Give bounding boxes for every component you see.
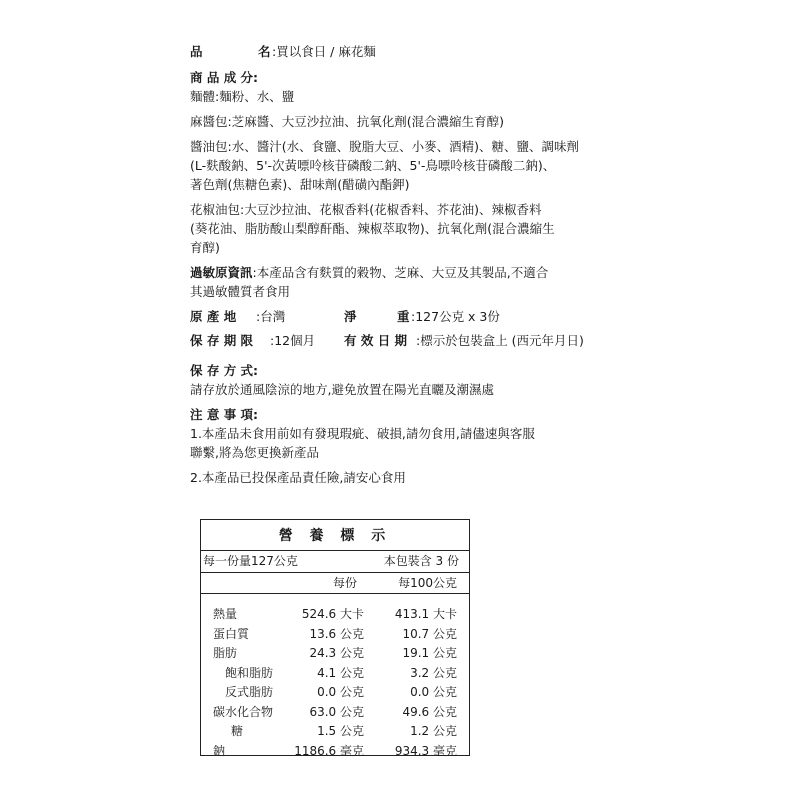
note2: 2.本產品已投保產品責任險,請安心食用 [190, 470, 406, 485]
nutrient-name: 糖 [231, 724, 244, 738]
nutrient-per-serving: 1186.6 毫克 [294, 743, 364, 758]
nutrition-column-headers [201, 573, 469, 594]
shelf-row [190, 331, 630, 355]
nutrient-name: 碳水化合物 [213, 704, 274, 719]
ingredient-soy-line3: 著色劑(焦糖色素)、甜味劑(醋磺內酯鉀) [190, 177, 410, 192]
nutrient-per-100g: 3.2 公克 [410, 665, 457, 680]
nutrient-per-serving: 0.0 公克 [317, 685, 364, 699]
ingredient-noodle: 麵體:麵粉、水、鹽 [190, 89, 295, 104]
nutrient-per-100g: 934.3 毫克 [394, 743, 457, 758]
nutrient-per-100g: 1.2 公克 [410, 724, 457, 738]
nutrient-name: 熱量 [213, 607, 238, 621]
nutrition-title: 營 養 標 示 [201, 520, 469, 551]
nutrient-per-serving: 1.5 公克 [317, 724, 364, 738]
ingredients-heading: 商 品 成 分: [190, 70, 259, 85]
storage-text: 請存放於通風陰涼的地方,避免放置在陽光直曬及潮濕處 [190, 382, 494, 397]
expiry-value: :標示於包裝盒上 (西元年月日) [416, 333, 584, 348]
product-name-label-2: 名 [258, 44, 271, 59]
nutrient-per-100g: 19.1 公克 [402, 646, 457, 660]
col-per-100g: 每100公克 [398, 576, 457, 590]
col-per-serving: 每份 [332, 576, 357, 590]
allergen-text-2: 其過敏體質者食用 [190, 284, 291, 299]
table-row [201, 683, 469, 703]
product-name-row [190, 42, 630, 68]
ingredient-pepper-line2: (葵花油、脂肪酸山梨醇酐酯、辣椒萃取物)、抗氧化劑(混合濃縮生 [190, 221, 555, 236]
allergen-text-1: :本產品含有麩質的穀物、芝麻、大豆及其製品,不適合 [252, 265, 549, 280]
ingredient-pepper-line3: 育醇) [190, 240, 220, 255]
nutrient-name: 脂肪 [213, 646, 238, 660]
nutrition-rows [201, 594, 469, 761]
ingredient-pepper-line1: 花椒油包:大豆沙拉油、花椒香料(花椒香料、芥花油)、辣椒香料 [190, 202, 542, 217]
net-weight-value: :127公克 x 3份 [411, 309, 500, 324]
shelf-life-label: 保 存 期 限 [190, 333, 254, 348]
nutrient-per-100g: 49.6 公克 [402, 704, 457, 719]
nutrient-per-100g: 0.0 公克 [410, 685, 457, 699]
product-label-text [190, 42, 630, 487]
nutrient-name: 飽和脂肪 [225, 665, 274, 680]
nutrient-per-100g: 413.1 大卡 [394, 607, 457, 621]
ingredient-sesame: 麻醬包:芝麻醬、大豆沙拉油、抗氧化劑(混合濃縮生育醇) [190, 114, 504, 129]
product-name-value: :買以食日 / 麻花麵 [272, 44, 376, 59]
nutrition-facts-table [200, 519, 470, 756]
table-row [201, 644, 469, 664]
serving-row [201, 551, 469, 573]
ingredient-soy-line2: (L-麩酸鈉、5'-次黃嘌呤核苷磷酸二鈉、5'-鳥嘌呤核苷磷酸二鈉)、 [190, 158, 556, 173]
nutrient-per-serving: 13.6 公克 [309, 626, 364, 641]
nutrient-name: 鈉 [213, 743, 226, 758]
table-row [201, 703, 469, 723]
table-row [201, 605, 469, 625]
note1-line2: 聯繫,將為您更換新產品 [190, 445, 319, 460]
note1-line1: 1.本產品未食用前如有發現瑕疵、破損,請勿食用,請儘速與客服 [190, 426, 535, 441]
expiry-label: 有 效 日 期 [344, 333, 408, 348]
servings-per-pack: 本包裝含 3 份 [383, 554, 459, 568]
table-row [201, 625, 469, 645]
ingredient-soy-line1: 醬油包:水、醬汁(水、食鹽、脫脂大豆、小麥、酒精)、糖、鹽、調味劑 [190, 139, 579, 154]
origin-value: :台灣 [256, 309, 286, 324]
shelf-life-value: :12個月 [270, 333, 316, 348]
allergen-line1 [190, 263, 630, 282]
storage-heading: 保 存 方 式: [190, 363, 259, 378]
nutrient-per-serving: 63.0 公克 [309, 704, 364, 719]
table-row [201, 664, 469, 684]
product-name-label-1: 品 [190, 44, 203, 59]
net-weight-label-1: 淨 [344, 309, 357, 324]
nutrient-per-serving: 24.3 公克 [309, 646, 364, 660]
nutrient-per-serving: 4.1 公克 [317, 665, 364, 680]
table-row [201, 722, 469, 742]
allergen-label: 過敏原資訊 [190, 265, 253, 280]
origin-row [190, 307, 630, 331]
notes-heading: 注 意 事 項: [190, 407, 259, 422]
serving-size: 每一份量127公克 [203, 554, 298, 568]
nutrient-per-serving: 524.6 大卡 [301, 607, 364, 621]
nutrient-per-100g: 10.7 公克 [402, 626, 457, 641]
origin-label: 原 產 地 [190, 309, 237, 324]
nutrient-name: 反式脂肪 [225, 685, 274, 699]
nutrient-name: 蛋白質 [213, 626, 250, 641]
net-weight-label-2: 重 [397, 309, 410, 324]
table-row [201, 742, 469, 762]
